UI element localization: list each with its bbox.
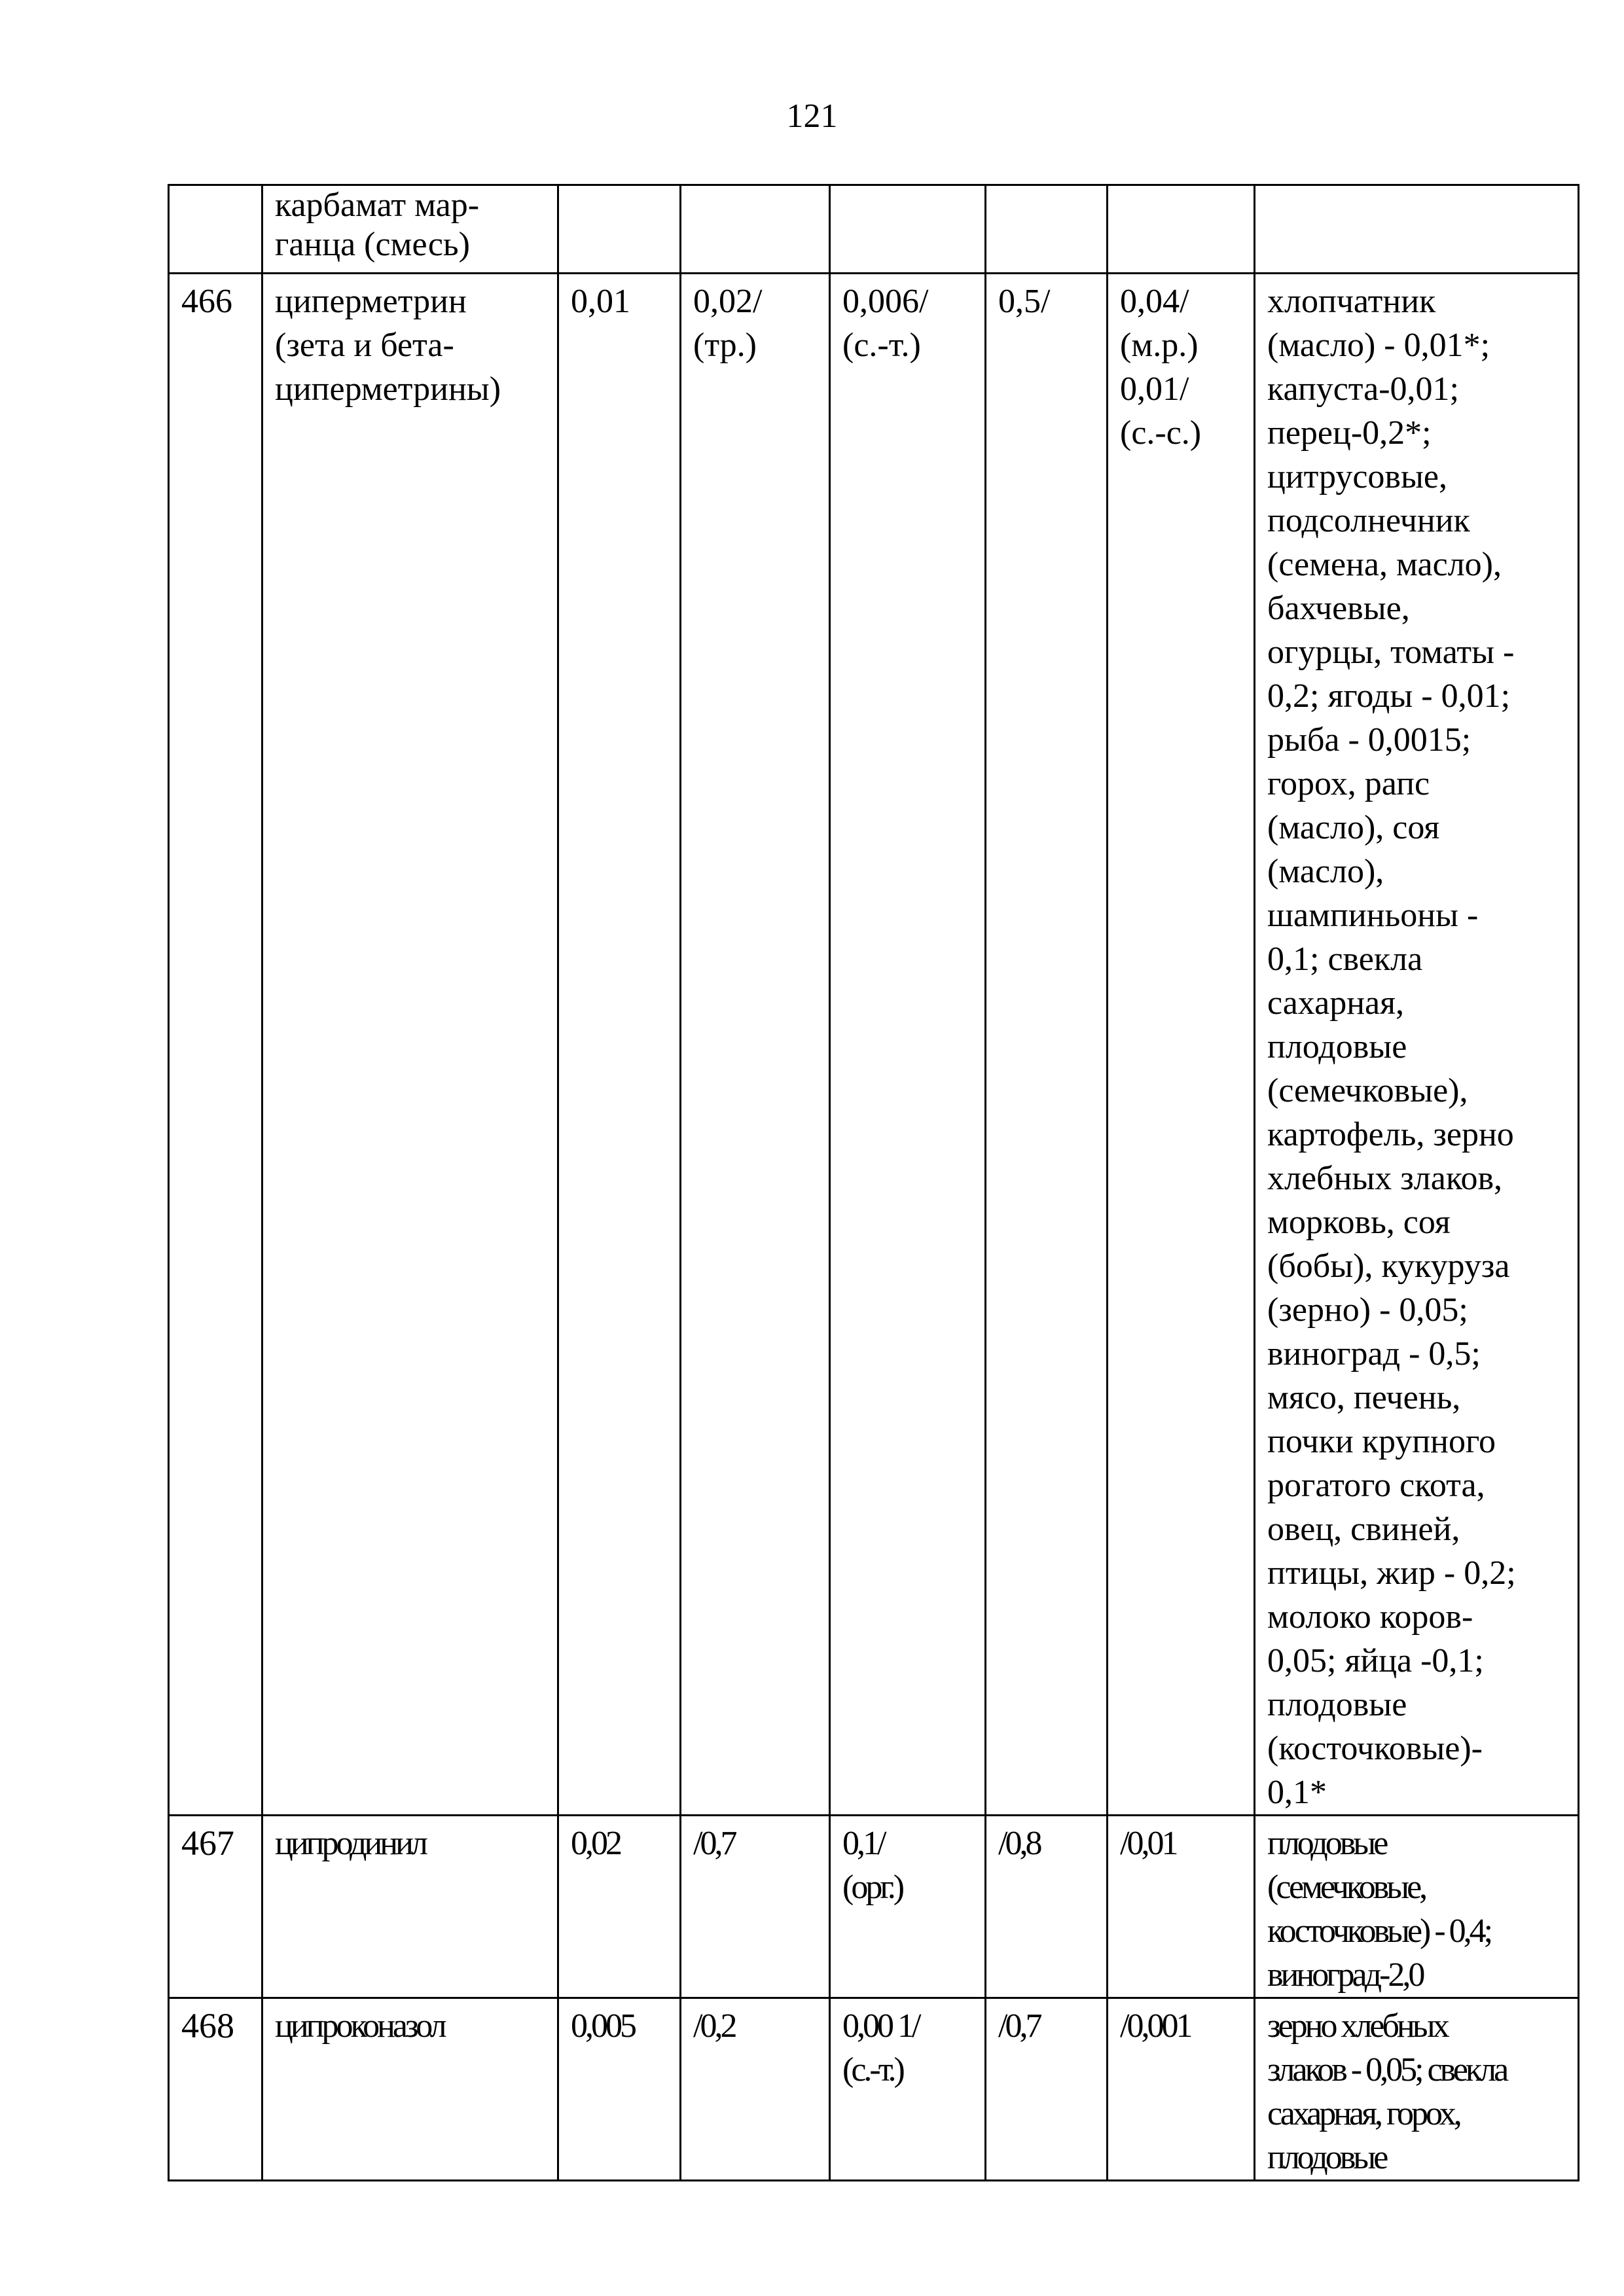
cell-value: 0,00 1/ (с.-т.)	[830, 1998, 986, 2181]
cell-value: 0,02	[558, 1816, 681, 1998]
cell-value: /0,8	[986, 1816, 1108, 1998]
substance-name: ципроконазол	[262, 1998, 558, 2181]
cell-value: /0,7	[986, 1998, 1108, 2181]
table-row	[169, 1816, 1579, 1998]
cell-value: 0,02/ (тр.)	[681, 274, 830, 1816]
row-number: 466	[169, 274, 262, 1816]
cell-value: /0,7	[681, 1816, 830, 1998]
row-number: 467	[169, 1816, 262, 1998]
table-row	[169, 185, 1579, 274]
row-number	[169, 185, 262, 274]
cell-value: 0,006/ (с.-т.)	[830, 274, 986, 1816]
cell-value: /0,01	[1108, 1816, 1255, 1998]
cell-value	[558, 185, 681, 274]
cell-value: /0,001	[1108, 1998, 1255, 2181]
cell-value	[1108, 185, 1255, 274]
cell-value	[986, 185, 1108, 274]
substance-name: карбамат мар- ганца (смесь)	[262, 185, 558, 274]
page-number: 121	[786, 98, 838, 135]
cell-value: /0,2	[681, 1998, 830, 2181]
row-number: 468	[169, 1998, 262, 2181]
cell-value: 0,5/	[986, 274, 1108, 1816]
cell-value: 0,005	[558, 1998, 681, 2181]
table-row	[169, 1998, 1579, 2181]
cell-value	[830, 185, 986, 274]
cell-value: 0,1/ (орг.)	[830, 1816, 986, 1998]
residue-limits-table	[168, 184, 1579, 2181]
cell-value	[681, 185, 830, 274]
substance-name: ципродинил	[262, 1816, 558, 1998]
product-limits: зерно хлебных злаков - 0,05; свекла сахарная, горох, плодовые	[1255, 1998, 1579, 2181]
product-limits	[1255, 185, 1579, 274]
cell-value: 0,04/ (м.р.) 0,01/ (с.-с.)	[1108, 274, 1255, 1816]
substance-name: циперметрин (зета и бета- циперметрины)	[262, 274, 558, 1816]
product-limits: плодовые (семечковые, косточковые) - 0,4; виноград-2,0	[1255, 1816, 1579, 1998]
table-row	[169, 274, 1579, 1816]
cell-value: 0,01	[558, 274, 681, 1816]
product-limits: хлопчатник (масло) - 0,01*; капуста-0,01; перец-0,2*; цитрусовые, подсолнечник (семена, масло), бахчевые, огурцы, томаты - 0,2; ягоды - 0,01; рыба - 0,0015; горох, рапс (масло), соя (масло), шампиньоны - 0,1; свекла сахарная, плодовые (семечковые), картофель, зерно хлебных злаков, морковь, соя (бобы), кукуруза (зерно) - 0,05; виноград - 0,5; мясо, печень, почки крупного рогатого скота, овец, свиней, птицы, жир - 0,2; молоко коров- 0,05; яйца -0,1; плодовые (косточковые)- 0,1*	[1255, 274, 1579, 1816]
